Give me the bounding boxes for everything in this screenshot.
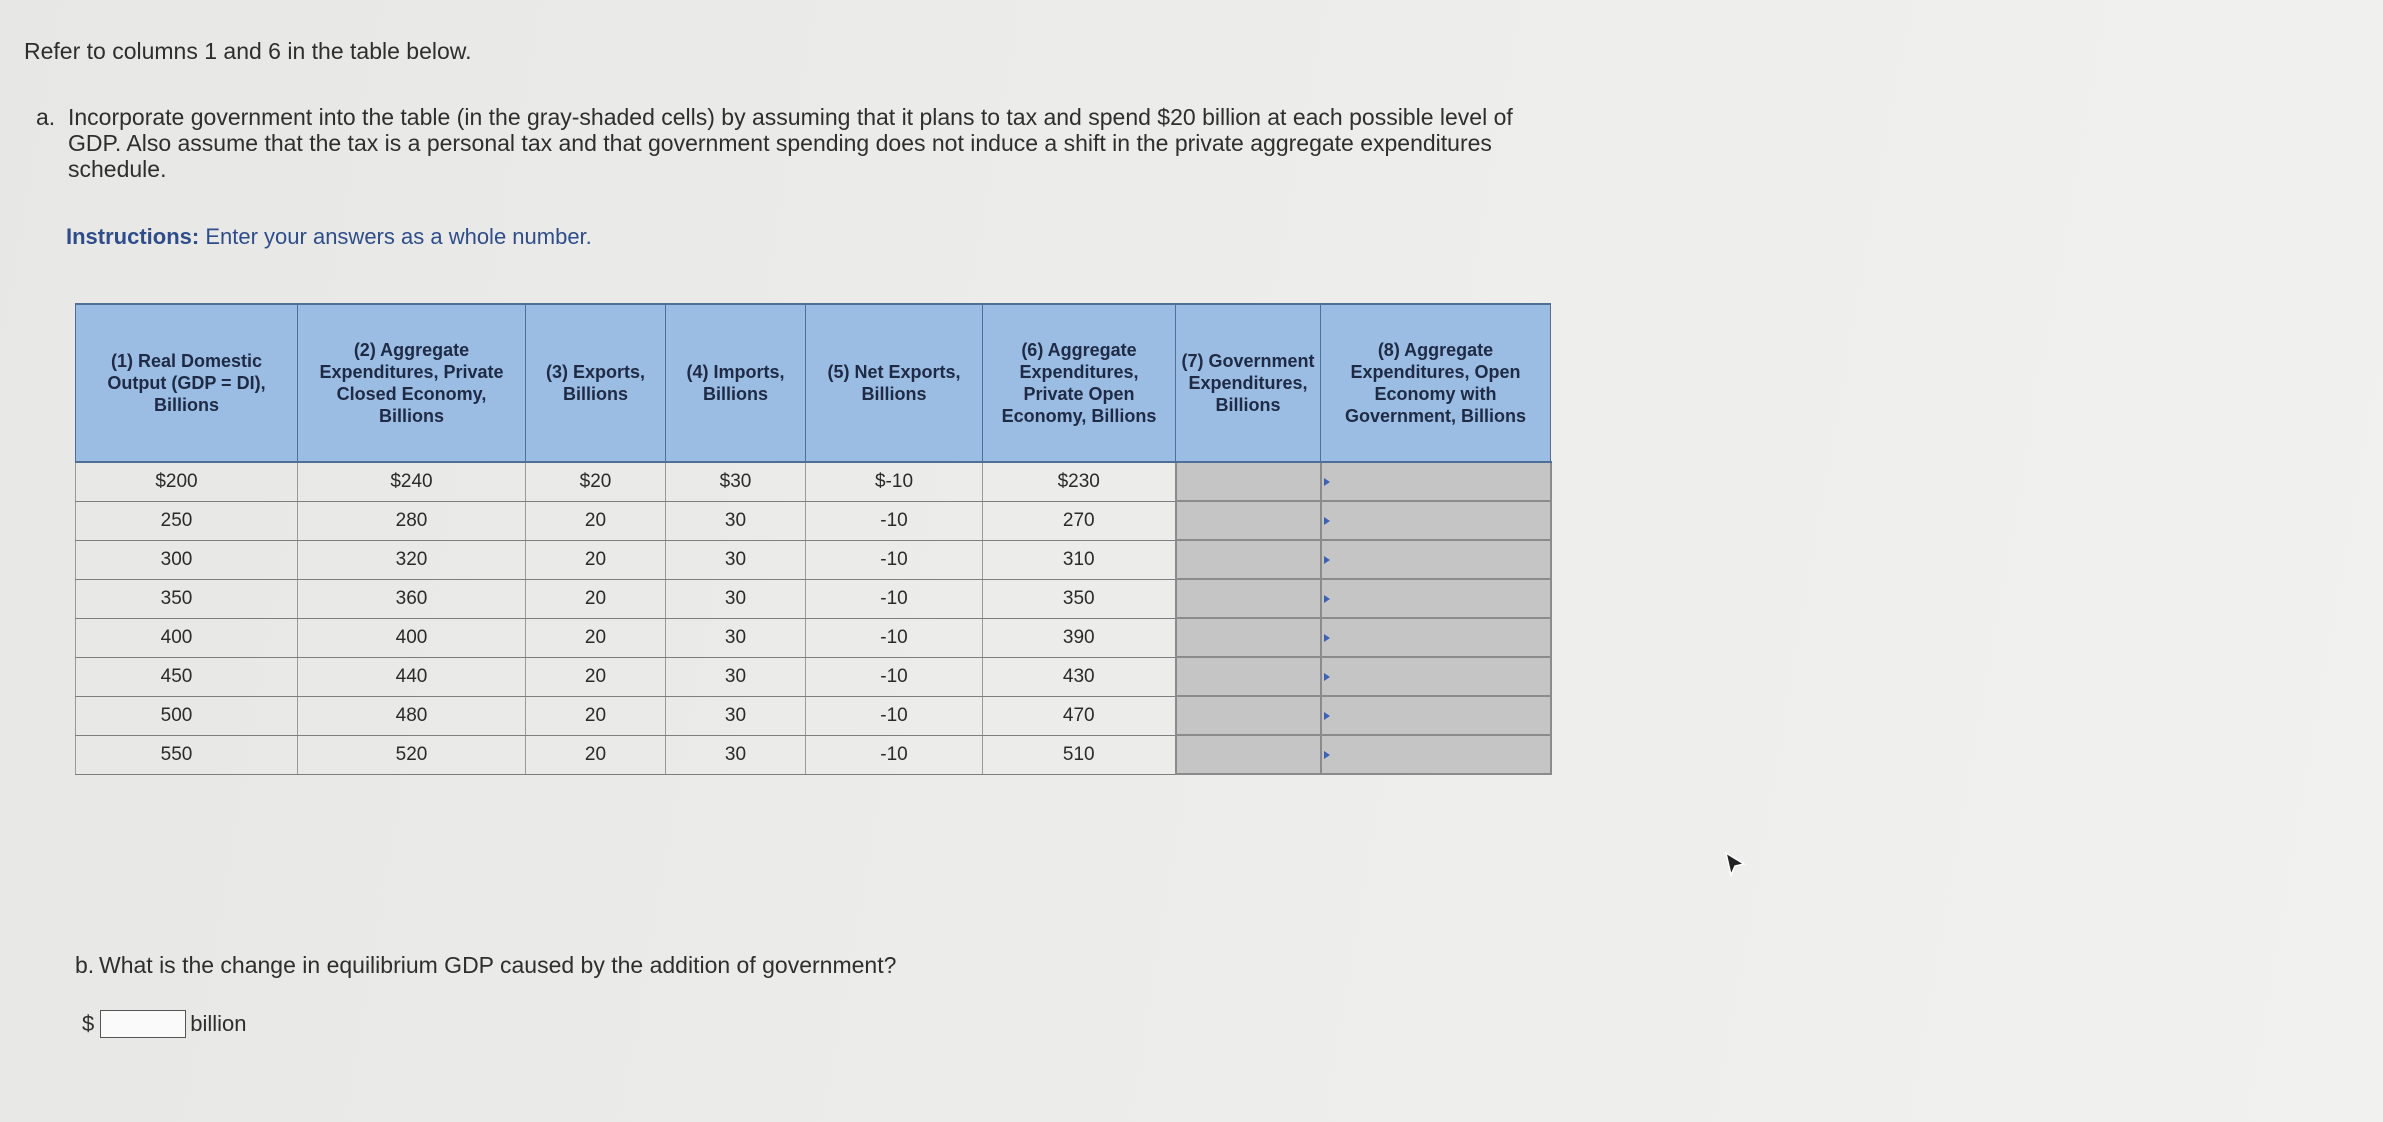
government-expenditures-input-cell[interactable]: [1176, 696, 1321, 735]
cell-exports: 20: [526, 735, 666, 774]
cell-ae-open: 510: [983, 735, 1176, 774]
cell-imports: 30: [666, 735, 806, 774]
government-expenditures-input-cell[interactable]: [1176, 501, 1321, 540]
ae-with-government-input[interactable]: [1322, 697, 1550, 734]
ae-with-government-input-cell[interactable]: [1321, 462, 1551, 501]
ae-with-government-input[interactable]: [1322, 502, 1550, 539]
answer-row: [82, 1010, 247, 1038]
cell-ae-closed: 320: [298, 540, 526, 579]
cell-net-exports: -10: [806, 501, 983, 540]
cell-gdp: 350: [76, 579, 298, 618]
cell-ae-closed: 520: [298, 735, 526, 774]
cell-imports: 30: [666, 696, 806, 735]
cell-ae-open: 310: [983, 540, 1176, 579]
header-net-exports: (5) Net Exports, Billions: [806, 304, 983, 462]
government-expenditures-input-cell[interactable]: [1176, 540, 1321, 579]
cell-net-exports: -10: [806, 696, 983, 735]
ae-with-government-input[interactable]: [1322, 658, 1550, 695]
instructions-text: Enter your answers as a whole number.: [205, 224, 592, 249]
data-table-wrapper: [75, 303, 1552, 775]
caret-icon: [1324, 478, 1330, 486]
cell-gdp: 450: [76, 657, 298, 696]
cell-gdp: 250: [76, 501, 298, 540]
header-ae-private-closed: (2) Aggregate Expenditures, Private Closed Economy, Billions: [298, 304, 526, 462]
ae-with-government-input[interactable]: [1322, 463, 1550, 500]
caret-icon: [1324, 751, 1330, 759]
cell-exports: 20: [526, 696, 666, 735]
part-b-text: What is the change in equilibrium GDP caused by the addition of government?: [99, 952, 897, 978]
header-government-expenditures: (7) Government Expenditures, Billions: [1176, 304, 1321, 462]
ae-with-government-input-cell[interactable]: [1321, 657, 1551, 696]
part-a-question: [36, 104, 1566, 182]
cell-ae-open: 390: [983, 618, 1176, 657]
part-a-letter: a.: [36, 104, 56, 130]
part-b-letter: b.: [75, 952, 95, 978]
table-row: [76, 579, 1551, 618]
government-expenditures-input-cell[interactable]: [1176, 618, 1321, 657]
cell-ae-closed: 400: [298, 618, 526, 657]
government-expenditures-input[interactable]: [1177, 736, 1320, 773]
government-expenditures-input-cell[interactable]: [1176, 462, 1321, 501]
cell-gdp: 550: [76, 735, 298, 774]
cell-gdp: 500: [76, 696, 298, 735]
caret-icon: [1324, 634, 1330, 642]
cell-gdp: $200: [76, 462, 298, 501]
cell-exports: 20: [526, 501, 666, 540]
government-expenditures-input[interactable]: [1177, 619, 1320, 656]
cell-ae-open: 470: [983, 696, 1176, 735]
ae-with-government-input[interactable]: [1322, 541, 1550, 578]
cell-imports: 30: [666, 657, 806, 696]
cell-ae-closed: 280: [298, 501, 526, 540]
cell-ae-closed: $240: [298, 462, 526, 501]
cell-exports: 20: [526, 579, 666, 618]
cell-imports: 30: [666, 618, 806, 657]
cell-net-exports: -10: [806, 579, 983, 618]
header-real-domestic-output: (1) Real Domestic Output (GDP = DI), Billions: [76, 304, 298, 462]
ae-with-government-input[interactable]: [1322, 736, 1550, 773]
government-expenditures-input[interactable]: [1177, 658, 1320, 695]
part-a-text: Incorporate government into the table (in the gray-shaded cells) by assuming that it plans to tax and spend $20 billion at each possible level of GDP. Also assume that the tax is a personal tax and that government spending does not induce a shift in the private aggregate expenditures schedule.: [68, 104, 1513, 182]
cell-net-exports: $-10: [806, 462, 983, 501]
government-expenditures-input[interactable]: [1177, 580, 1320, 617]
ae-with-government-input[interactable]: [1322, 619, 1550, 656]
cell-net-exports: -10: [806, 735, 983, 774]
cell-ae-closed: 440: [298, 657, 526, 696]
cell-exports: 20: [526, 540, 666, 579]
government-expenditures-input-cell[interactable]: [1176, 657, 1321, 696]
ae-with-government-input-cell[interactable]: [1321, 618, 1551, 657]
cell-ae-closed: 480: [298, 696, 526, 735]
government-expenditures-input-cell[interactable]: [1176, 579, 1321, 618]
instructions: [66, 224, 592, 250]
government-expenditures-input[interactable]: [1177, 463, 1320, 500]
cell-imports: 30: [666, 501, 806, 540]
header-ae-private-open: (6) Aggregate Expenditures, Private Open Economy, Billions: [983, 304, 1176, 462]
ae-with-government-input-cell[interactable]: [1321, 696, 1551, 735]
cell-ae-open: $230: [983, 462, 1176, 501]
cell-exports: $20: [526, 462, 666, 501]
ae-with-government-input[interactable]: [1322, 580, 1550, 617]
government-expenditures-input[interactable]: [1177, 697, 1320, 734]
table-row: [76, 501, 1551, 540]
ae-with-government-input-cell[interactable]: [1321, 540, 1551, 579]
caret-icon: [1324, 517, 1330, 525]
header-imports: (4) Imports, Billions: [666, 304, 806, 462]
header-exports: (3) Exports, Billions: [526, 304, 666, 462]
table-row: [76, 696, 1551, 735]
cell-exports: 20: [526, 657, 666, 696]
cell-net-exports: -10: [806, 540, 983, 579]
cell-ae-open: 430: [983, 657, 1176, 696]
part-b-question: [75, 952, 896, 979]
cell-gdp: 400: [76, 618, 298, 657]
caret-icon: [1324, 712, 1330, 720]
cell-imports: 30: [666, 540, 806, 579]
cell-imports: $30: [666, 462, 806, 501]
unit-label: billion: [190, 1011, 247, 1036]
cell-gdp: 300: [76, 540, 298, 579]
intro-text: Refer to columns 1 and 6 in the table below.: [24, 38, 472, 64]
cell-ae-closed: 360: [298, 579, 526, 618]
government-expenditures-input[interactable]: [1177, 541, 1320, 578]
ae-with-government-input-cell[interactable]: [1321, 501, 1551, 540]
mouse-pointer-icon: [1718, 847, 1752, 881]
table-row: [76, 657, 1551, 696]
table-row: [76, 735, 1551, 774]
cell-net-exports: -10: [806, 618, 983, 657]
table-row: [76, 618, 1551, 657]
cell-ae-open: 270: [983, 501, 1176, 540]
data-table: [75, 303, 1552, 775]
header-ae-open-with-government: (8) Aggregate Expenditures, Open Economy with Government, Billions: [1321, 304, 1551, 462]
ae-with-government-input-cell[interactable]: [1321, 735, 1551, 774]
caret-icon: [1324, 556, 1330, 564]
caret-icon: [1324, 673, 1330, 681]
gdp-change-input[interactable]: [100, 1010, 186, 1038]
instructions-label: Instructions:: [66, 224, 200, 249]
government-expenditures-input[interactable]: [1177, 502, 1320, 539]
cell-ae-open: 350: [983, 579, 1176, 618]
table-header-row: [76, 304, 1551, 462]
cell-net-exports: -10: [806, 657, 983, 696]
government-expenditures-input-cell[interactable]: [1176, 735, 1321, 774]
table-row: [76, 462, 1551, 501]
ae-with-government-input-cell[interactable]: [1321, 579, 1551, 618]
table-row: [76, 540, 1551, 579]
cell-imports: 30: [666, 579, 806, 618]
currency-symbol: $: [82, 1011, 95, 1036]
caret-icon: [1324, 595, 1330, 603]
cell-exports: 20: [526, 618, 666, 657]
